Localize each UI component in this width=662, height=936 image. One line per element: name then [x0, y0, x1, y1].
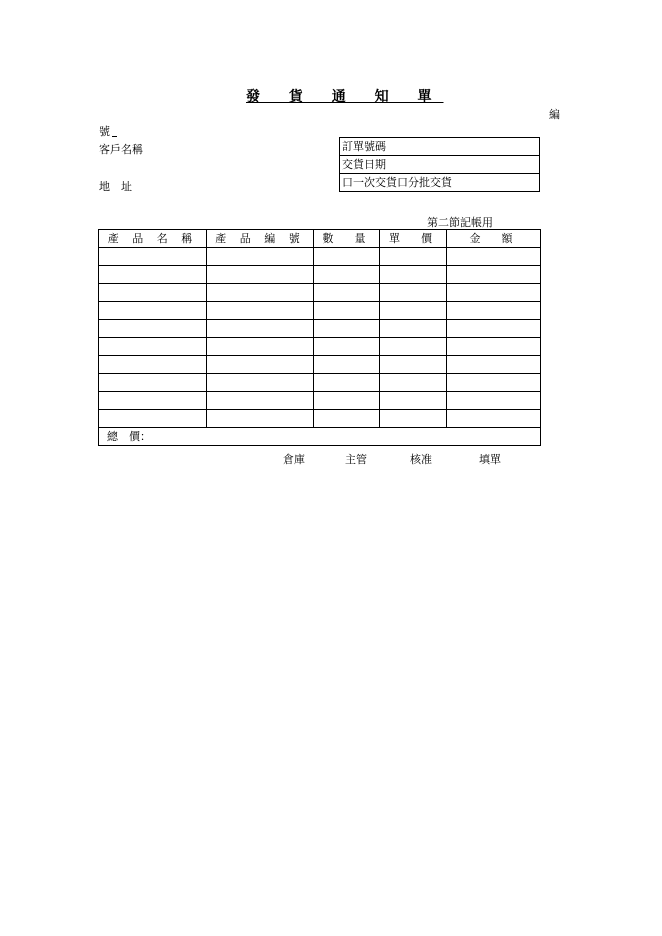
table-cell[interactable]: [314, 284, 380, 302]
table-cell[interactable]: [447, 302, 541, 320]
table-cell[interactable]: [207, 392, 314, 410]
table-cell[interactable]: [207, 356, 314, 374]
table-cell[interactable]: [380, 320, 447, 338]
table-cell[interactable]: [447, 320, 541, 338]
table-cell[interactable]: [207, 266, 314, 284]
table-cell[interactable]: [99, 356, 207, 374]
table-cell[interactable]: [207, 248, 314, 266]
order-number-field[interactable]: 訂單號碼: [340, 138, 540, 156]
table-cell[interactable]: [447, 248, 541, 266]
table-cell[interactable]: [447, 392, 541, 410]
header-product-name: 產 品 名 稱: [99, 230, 207, 248]
table-cell[interactable]: [447, 266, 541, 284]
table-cell[interactable]: [99, 320, 207, 338]
table-cell[interactable]: [207, 410, 314, 428]
copy-note: 第二節記帳用: [427, 216, 493, 229]
header-product-number: 產 品 編 號: [207, 230, 314, 248]
table-cell[interactable]: [314, 320, 380, 338]
table-cell[interactable]: [447, 356, 541, 374]
document-title: 發 貨 通 知 單: [246, 89, 444, 105]
table-cell[interactable]: [314, 302, 380, 320]
table-cell[interactable]: [380, 248, 447, 266]
delivery-date-field[interactable]: 交貨日期: [340, 156, 540, 174]
table-cell[interactable]: [207, 302, 314, 320]
table-row: [99, 374, 541, 392]
items-table: [98, 229, 541, 446]
table-cell[interactable]: [380, 356, 447, 374]
table-cell[interactable]: [207, 320, 314, 338]
table-cell[interactable]: [314, 248, 380, 266]
table-cell[interactable]: [380, 284, 447, 302]
table-cell[interactable]: [447, 410, 541, 428]
order-info-box: [339, 137, 540, 192]
serial-number-label-continued: 號: [99, 125, 110, 138]
delivery-type-field[interactable]: 口一次交貨口分批交貨: [340, 174, 540, 192]
table-cell[interactable]: [314, 338, 380, 356]
table-row: [99, 248, 541, 266]
table-row: [99, 392, 541, 410]
table-row: [99, 356, 541, 374]
table-cell[interactable]: [99, 266, 207, 284]
header-unit-price: 單 價: [380, 230, 447, 248]
table-row: [99, 266, 541, 284]
table-cell[interactable]: [99, 338, 207, 356]
table-cell[interactable]: [447, 374, 541, 392]
customer-name-label: 客戶名稱: [99, 143, 143, 156]
signature-filled-by: 填單: [479, 453, 501, 466]
table-cell[interactable]: [380, 302, 447, 320]
table-row: [99, 410, 541, 428]
table-cell[interactable]: [380, 410, 447, 428]
total-row: [99, 428, 541, 446]
table-cell[interactable]: [99, 392, 207, 410]
serial-number-field[interactable]: [112, 136, 117, 137]
table-row: [99, 302, 541, 320]
table-cell[interactable]: [380, 338, 447, 356]
table-cell[interactable]: [314, 356, 380, 374]
table-cell[interactable]: [99, 302, 207, 320]
table-header-row: [99, 230, 541, 248]
table-cell[interactable]: [447, 338, 541, 356]
table-cell[interactable]: [314, 266, 380, 284]
table-row: [99, 284, 541, 302]
table-cell[interactable]: [99, 284, 207, 302]
table-cell[interactable]: [207, 374, 314, 392]
table-cell[interactable]: [99, 248, 207, 266]
table-cell[interactable]: [99, 374, 207, 392]
table-cell[interactable]: [380, 266, 447, 284]
table-cell[interactable]: [380, 374, 447, 392]
table-cell[interactable]: [314, 392, 380, 410]
header-quantity: 數 量: [314, 230, 380, 248]
signature-approval: 核准: [410, 453, 432, 466]
serial-number-label: 編: [549, 108, 560, 121]
address-label: 地 址: [99, 180, 132, 193]
table-cell[interactable]: [207, 338, 314, 356]
table-row: [99, 338, 541, 356]
table-row: [99, 320, 541, 338]
table-cell[interactable]: [99, 410, 207, 428]
table-cell[interactable]: [207, 284, 314, 302]
table-cell[interactable]: [314, 374, 380, 392]
table-cell[interactable]: [447, 284, 541, 302]
table-cell[interactable]: [314, 410, 380, 428]
total-price-field[interactable]: 總 價：: [99, 428, 541, 446]
table-cell[interactable]: [380, 392, 447, 410]
signature-warehouse: 倉庫: [283, 453, 305, 466]
signature-supervisor: 主管: [345, 453, 367, 466]
header-amount: 金 額: [447, 230, 541, 248]
